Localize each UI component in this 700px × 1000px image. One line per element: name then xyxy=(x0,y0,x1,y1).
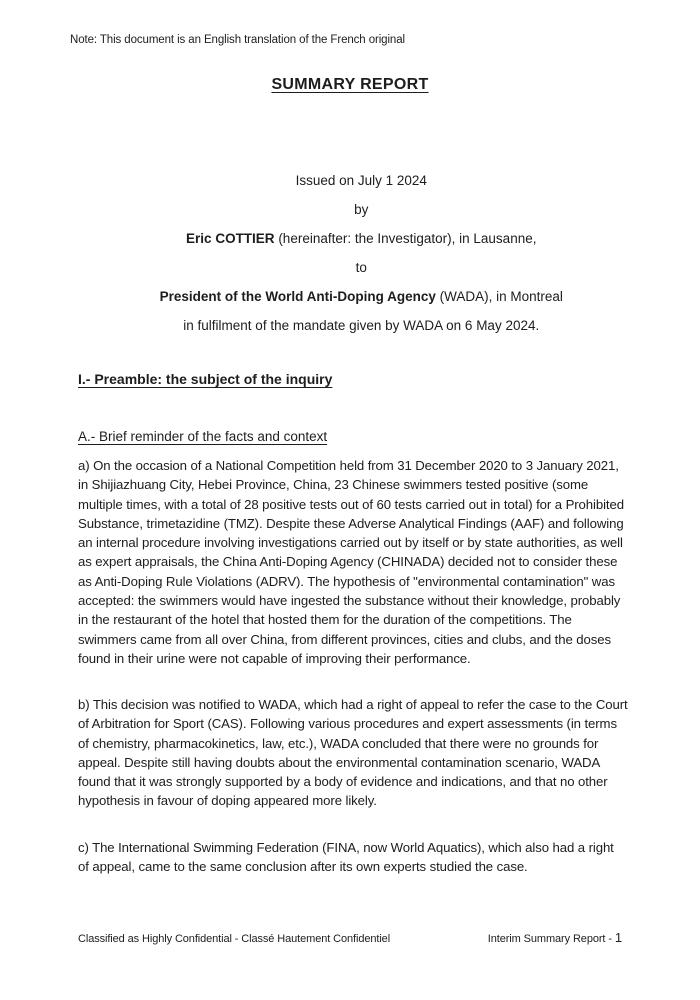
issued-date-text: Issued on July 1 2024 xyxy=(295,173,427,188)
addressee-title: President of the World Anti-Doping Agency xyxy=(159,289,436,304)
page-footer xyxy=(78,930,622,945)
subsection-heading-facts: A.- Brief reminder of the facts and context xyxy=(78,429,328,444)
report-title: SUMMARY REPORT xyxy=(271,76,429,93)
translation-note: Note: This document is an English translation of the French original xyxy=(70,34,405,46)
issuance-block xyxy=(0,137,700,333)
addressee-rest: (WADA), in Montreal xyxy=(435,289,563,304)
confidentiality-label: Classified as Highly Confidential - Classé Hautement Confidentiel xyxy=(78,933,391,945)
by-text: by xyxy=(354,202,369,217)
footer-report-label xyxy=(488,930,622,945)
investigator-rest: (hereinafter: the Investigator), in Lausanne, xyxy=(274,231,537,246)
page-number: 1 xyxy=(614,930,622,945)
investigator-name: Eric COTTIER xyxy=(186,231,275,246)
to-text: to xyxy=(355,260,367,275)
mandate-text: in fulfilment of the mandate given by WADA on 6 May 2024. xyxy=(183,318,540,333)
paragraph-c: c) The International Swimming Federation (FINA, now World Aquatics), which also had a right of appeal, came to the same conclusion after its own experts studied the case. xyxy=(78,840,614,875)
footer-report-text: Interim Summary Report - xyxy=(487,933,615,945)
paragraph-b: b) This decision was notified to WADA, which had a right of appeal to refer the case to the Court of Arbitration for Sport (CAS). Following various procedures and expert assessments (in terms of chemistry, pharmacokinetics, law, etc.), WADA concluded that there were no grounds for appeal. Despite still having doubts about the environmental contamination scenario, WADA found that it was strongly supported by a body of evidence and indications, and that no other hypothesis in favour of doping appeared more likely. xyxy=(78,697,628,809)
issued-date-line xyxy=(0,137,700,188)
section-heading-preamble: I.- Preamble: the subject of the inquiry xyxy=(78,371,333,387)
paragraph-a: a) On the occasion of a National Competition held from 31 December 2020 to 3 January 2021, in Shijiazhuang City, Hebei Province, China, 23 Chinese swimmers tested positive (some multiple times, with a total of 28 positive tests out of 60 tests carried out in total) for a Prohibited Substance, trimetazidine (TMZ). Despite these Adverse Analytical Findings (AAF) and following an internal procedure involving investigations carried out by itself or by state authorities, as well as expert appraisals, the China Anti-Doping Agency (CHINADA) decided not to consider these as Anti-Doping Rule Violations (ADRV). The hypothesis of "environmental contamination" was accepted: the swimmers would have ingested the substance without their knowledge, probably in the restaurant of the hotel that hosted them for the duration of the competitions. The swimmers came from all over China, from different provinces, cities and clubs, and the doses found in their urine were not capable of improving their performance. xyxy=(78,458,624,666)
